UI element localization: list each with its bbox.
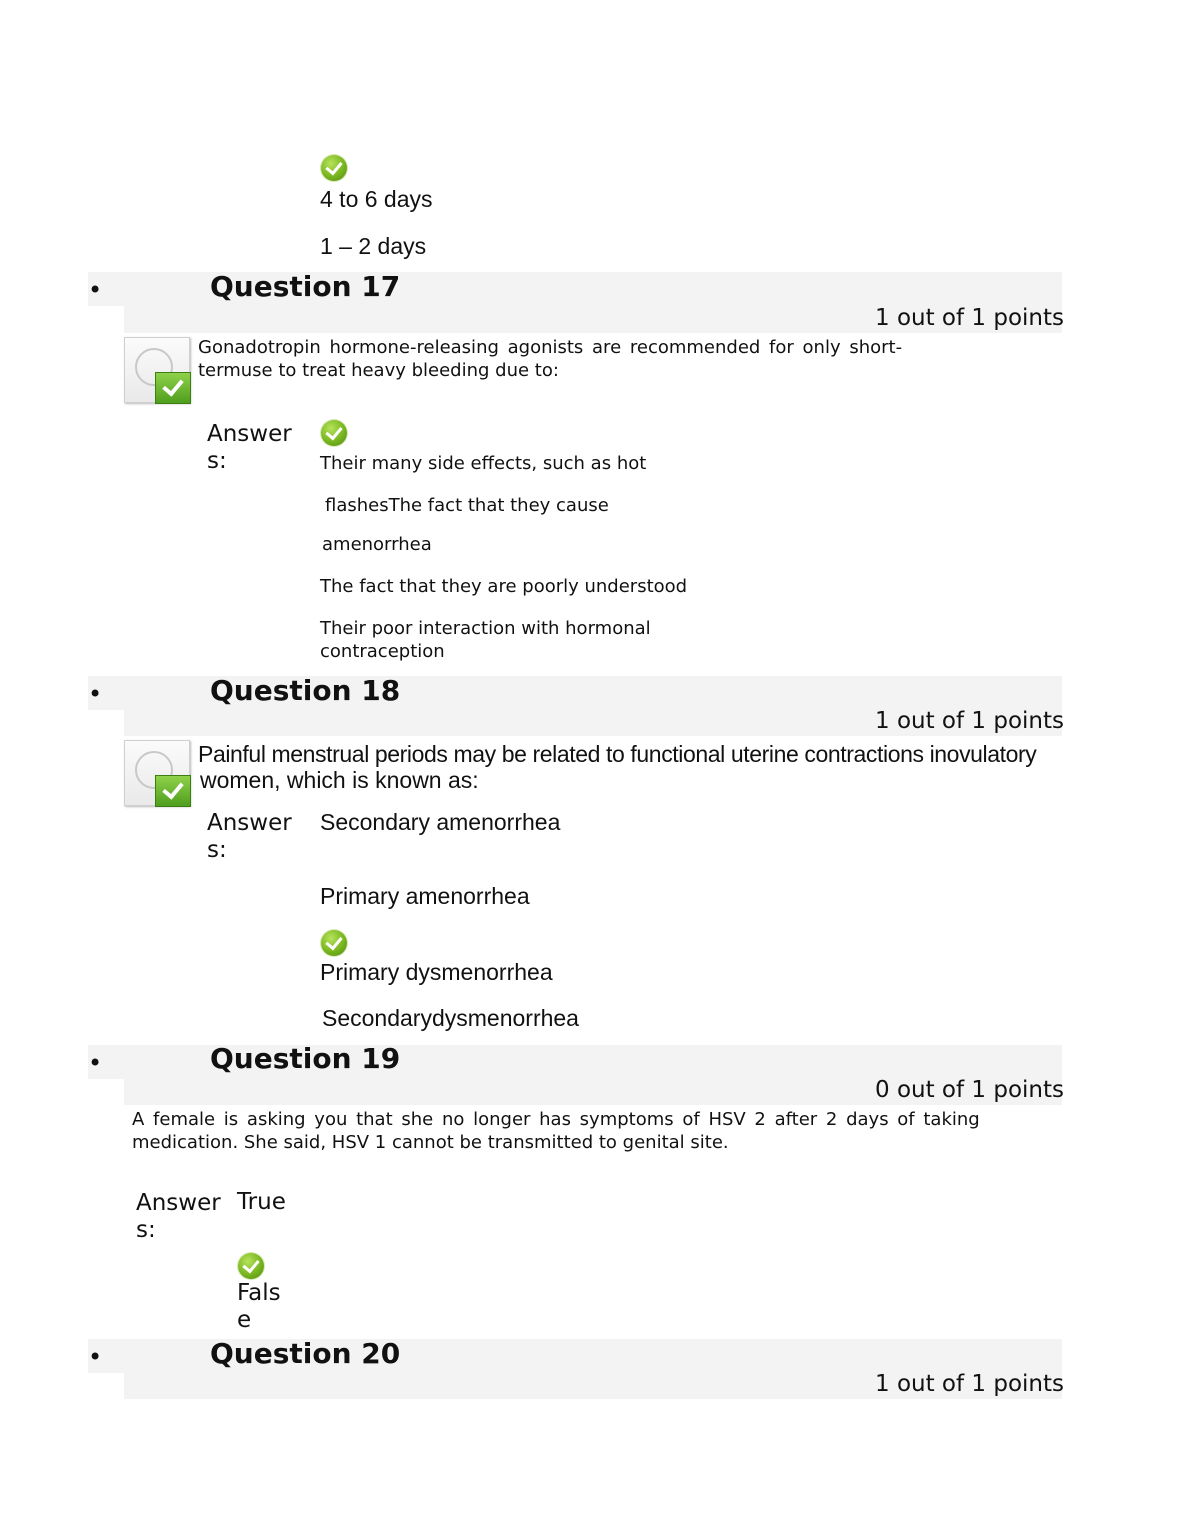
answers-label: Answer s: xyxy=(207,810,292,863)
correct-answer-icon xyxy=(124,337,190,403)
answer-option: Primary dysmenorrhea xyxy=(320,959,553,985)
question-text: medication. She said, HSV 1 cannot be transmitted to genital site. xyxy=(132,1132,729,1153)
list-bullet: • xyxy=(88,680,103,708)
answer-option: 1 – 2 days xyxy=(320,233,427,259)
question-text: Painful menstrual periods may be related to functional uterine contractions inovulatory xyxy=(198,741,1037,767)
question-title: Question 17 xyxy=(210,270,401,303)
question-points: 0 out of 1 points xyxy=(875,1077,1064,1103)
correct-check-icon xyxy=(321,420,347,446)
answer-option: Secondary amenorrhea xyxy=(320,809,561,835)
list-bullet: • xyxy=(88,1049,103,1077)
question-text: Gonadotropin hormone-releasing agonists are recommended for only short- xyxy=(198,337,903,358)
question-text: A female is asking you that she no longer has symptoms of HSV 2 after 2 days of taking xyxy=(132,1109,980,1130)
correct-check-icon xyxy=(321,930,347,956)
answer-option: Their poor interaction with hormonal xyxy=(320,618,651,639)
list-bullet: • xyxy=(88,1343,103,1371)
question-title: Question 19 xyxy=(210,1042,401,1075)
answers-label: Answer s: xyxy=(207,421,292,474)
question-points: 1 out of 1 points xyxy=(875,1371,1064,1397)
answer-option: amenorrhea xyxy=(322,534,432,555)
answer-option: flashesThe fact that they cause xyxy=(325,495,609,516)
question-text: termuse to treat heavy bleeding due to: xyxy=(198,360,559,381)
question-text: women, which is known as: xyxy=(200,767,479,793)
answer-option: The fact that they are poorly understood xyxy=(320,576,688,597)
correct-answer-icon xyxy=(124,740,190,806)
answer-option: e xyxy=(237,1307,252,1333)
answer-option: Secondarydysmenorrhea xyxy=(322,1005,579,1031)
list-bullet: • xyxy=(88,276,103,304)
answer-option: Fals xyxy=(237,1280,281,1306)
question-title: Question 18 xyxy=(210,674,401,707)
question-points: 1 out of 1 points xyxy=(875,708,1064,734)
answer-option: True xyxy=(237,1189,286,1215)
question-title: Question 20 xyxy=(210,1337,401,1370)
answer-option: contraception xyxy=(320,641,445,662)
answers-label: Answer s: xyxy=(136,1190,221,1243)
answer-option: 4 to 6 days xyxy=(320,186,433,212)
answer-option: Their many side effects, such as hot xyxy=(320,453,647,474)
correct-check-icon xyxy=(238,1253,264,1279)
correct-check-icon xyxy=(321,155,347,181)
answer-option: Primary amenorrhea xyxy=(320,883,530,909)
question-points: 1 out of 1 points xyxy=(875,305,1064,331)
